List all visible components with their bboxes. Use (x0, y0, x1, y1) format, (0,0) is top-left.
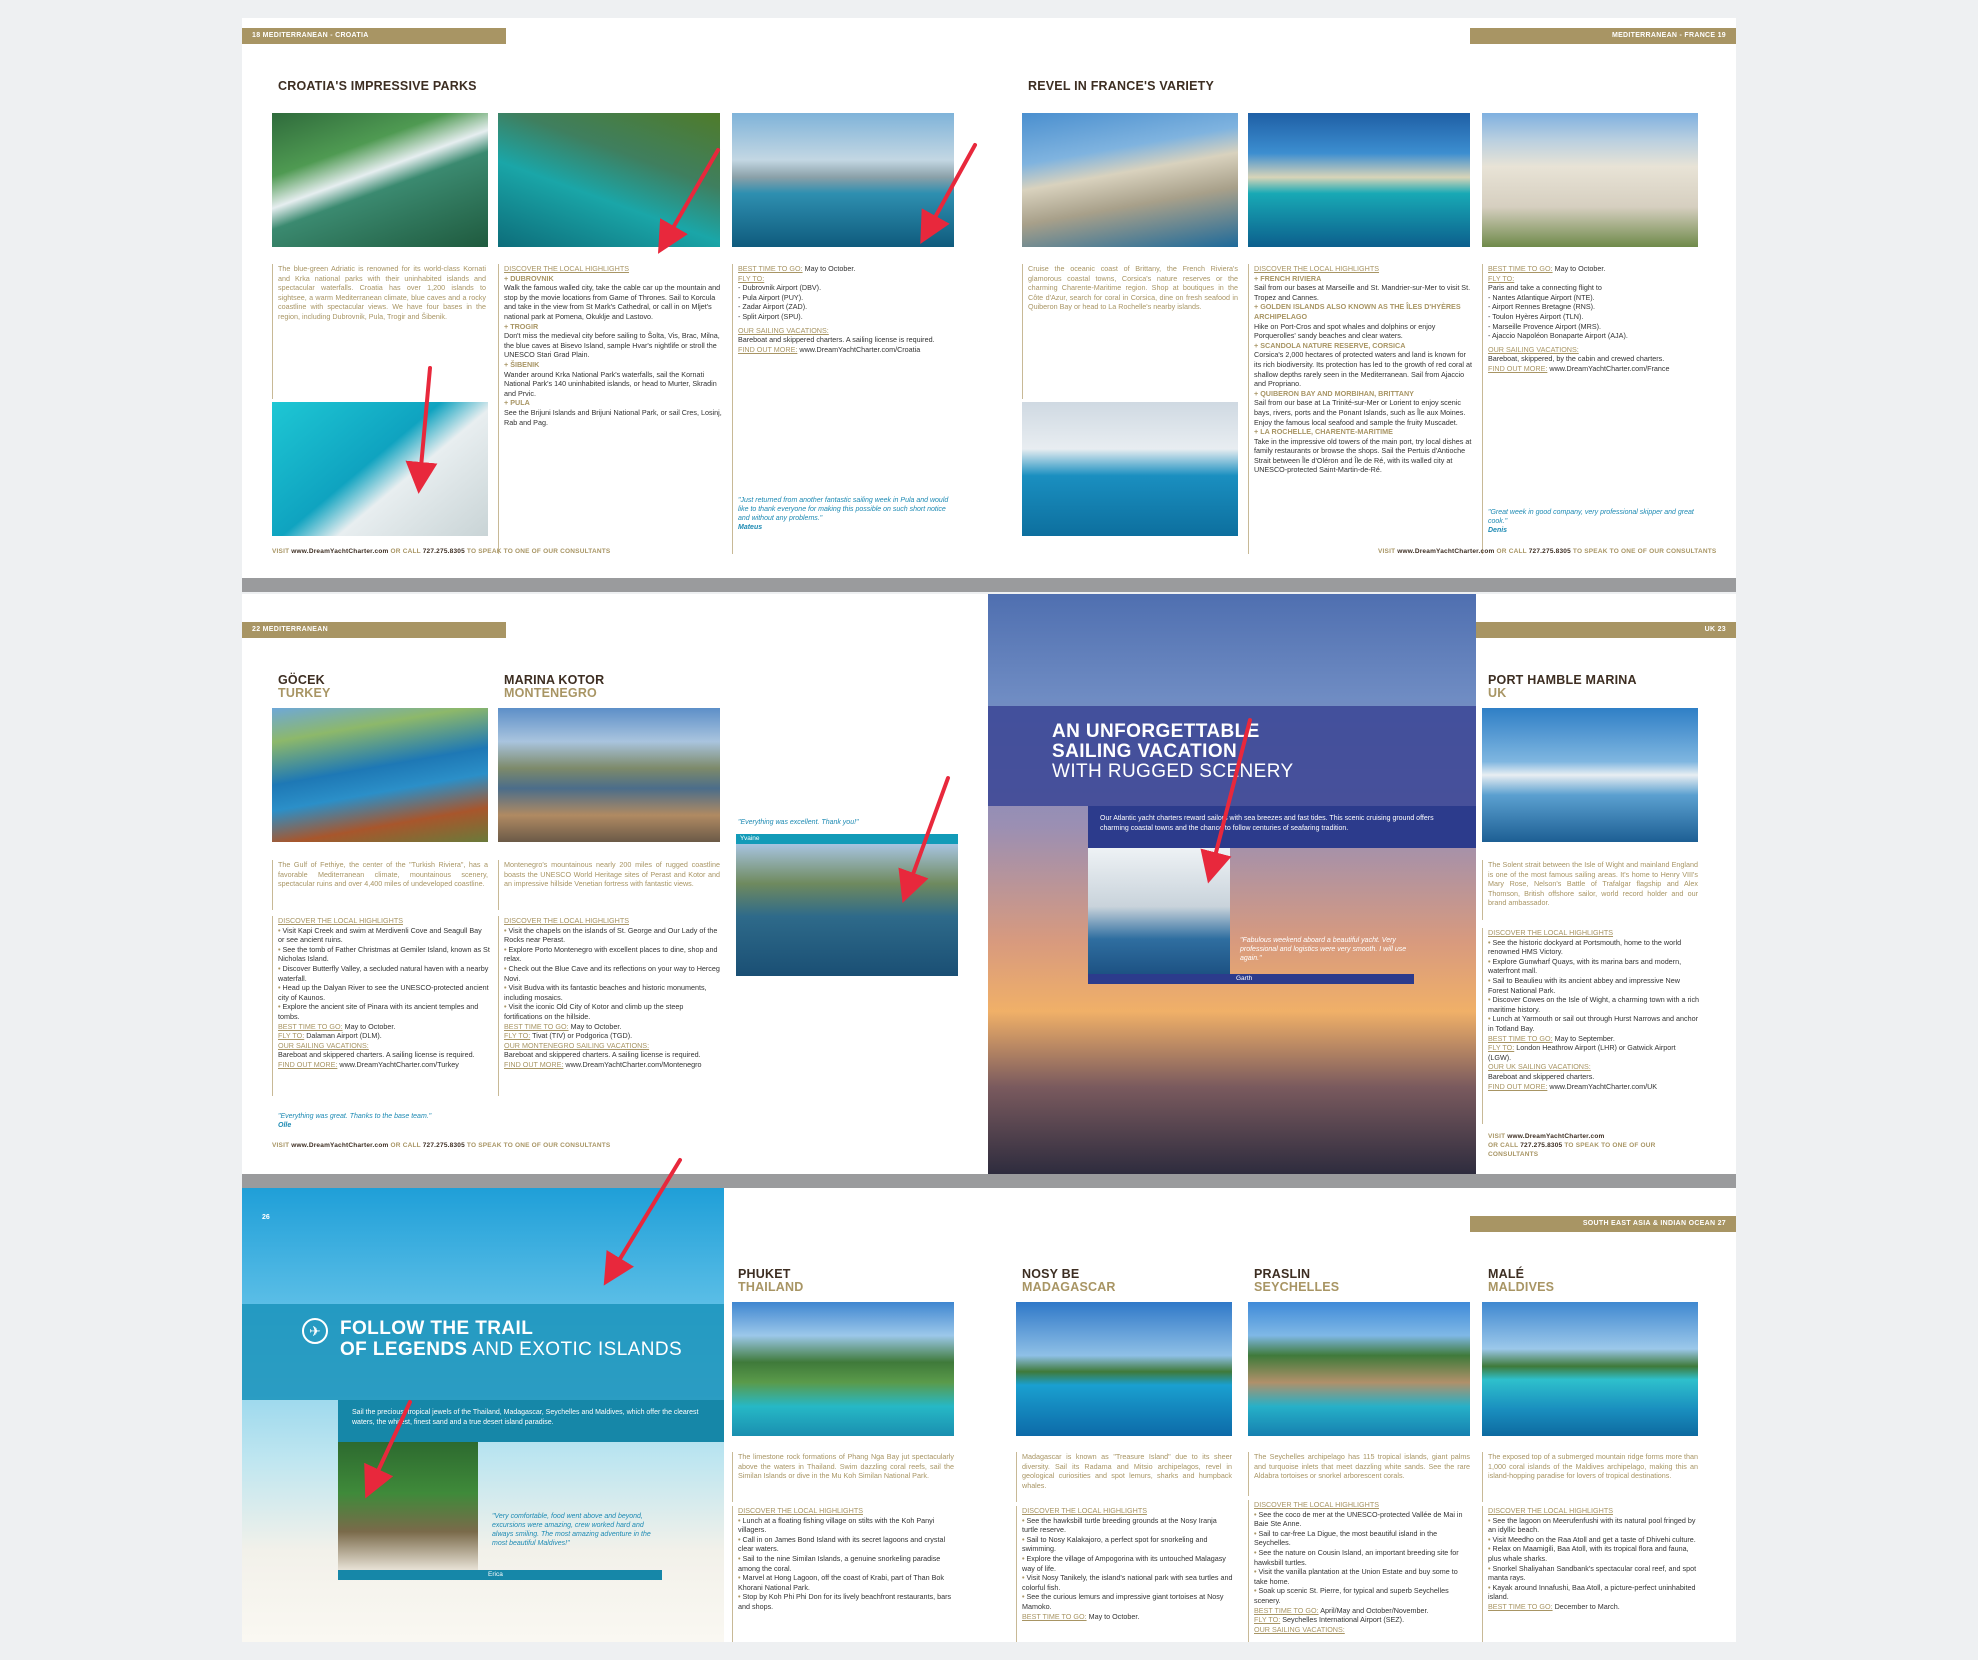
turtle-logo-icon: ✈ (302, 1318, 328, 1344)
airport-item: - Nantes Atlantique Airport (NTE). (1488, 292, 1595, 302)
france-title: REVEL IN FRANCE'S VARIETY (1028, 79, 1215, 93)
highlight-sibenik: + ŠIBENIK Wander around Krka National Park's waterfalls, sail the Kornati National Park's 140 uninhabited islands, or head to Murter, Skradin and Prvic. (504, 359, 717, 398)
find-more-link[interactable]: www.DreamYachtCharter.com/UK (1549, 1081, 1658, 1091)
highlight-item: • Visit the vanilla plantation at the Union Estate and buy some to take home. (1254, 1567, 1458, 1586)
highlights-label: DISCOVER THE LOCAL HIGHLIGHTS (504, 264, 630, 273)
highlights-label: DISCOVER THE LOCAL HIGHLIGHTS (1488, 1506, 1614, 1515)
france-highlights (1248, 264, 1472, 554)
france-intro: Cruise the oceanic coast of Brittany, the French Riviera's glamorous coastal towns, Corsica's nature reserves or the charming Charente-Maritime region. Shop at boutiques in the Côte d'Azur, search for coral in Corsica, dine on fresh seafood in Quiberon Bay or head to La Rochelle's nearby islands. (1022, 264, 1238, 399)
spread-croatia-france (242, 18, 1736, 578)
phuket-title: PHUKET THAILAND (738, 1267, 804, 1294)
highlights-label: DISCOVER THE LOCAL HIGHLIGHTS (278, 916, 404, 925)
kotor-bay-photo (498, 708, 720, 842)
highlights-label: DISCOVER THE LOCAL HIGHLIGHTS (738, 1506, 864, 1515)
airport-item: - Marseille Provence Airport (MRS). (1488, 321, 1602, 331)
gocek-testimonial: "Everything was great. Thanks to the base team." Olle (278, 1113, 432, 1129)
highlight-item: • Discover Butterfly Valley, a secluded natural haven with a nearby waterfall. (278, 963, 489, 983)
page-header-right: MEDITERRANEAN - FRANCE 19 (1470, 28, 1736, 44)
highlight-item: • Soak up scenic St. Pierre, for typical and superb Seychelles scenery. (1254, 1586, 1449, 1605)
gocek-intro: The Gulf of Fethiye, the center of the "Turkish Riviera", has a favorable Mediterranean climate, mountainous scenery, spectacular ruins and over 4,400 miles of undeveloped coastline. (272, 860, 488, 910)
highlight-dubrovnik: + DUBROVNIK Walk the famous walled city, take the cable car up the mountain and stop by the movie locations from Game of Thrones. Sail to Korcula and take in the view from St Mark's Cathedral, or call in on Mljet's national park at Pomena, Okuklje and Lastovo. (504, 273, 721, 321)
find-more-label: FIND OUT MORE: (1488, 363, 1548, 373)
highlights-label: DISCOVER THE LOCAL HIGHLIGHTS (1488, 928, 1614, 937)
highlight-item: • See the curious lemurs and impressive giant tortoises at Nosy Mamoko. (1022, 1592, 1224, 1611)
footer-contact-left: VISIT www.DreamYachtCharter.com OR CALL 727.275.8305 TO SPEAK TO ONE OF OUR CONSULTANTS (272, 1142, 611, 1149)
page-header-right: SOUTH EAST ASIA & INDIAN OCEAN 27 (1470, 1216, 1736, 1232)
highlight-item: • See the tomb of Father Christmas at Gemiler Island, known as St Nicholas Island. (278, 944, 490, 964)
highlights-label: DISCOVER THE LOCAL HIGHLIGHTS (1022, 1506, 1148, 1515)
woman-on-deck-photo (272, 402, 488, 536)
highlight-pula: + PULA See the Brijuni Islands and Brijuni National Park, or sail Cres, Losinj, Rab and Pag. (504, 398, 722, 427)
male-intro: The exposed top of a submerged mountain ridge forms more than 1,000 coral islands of the Maldives archipelago, making this an island-hopping paradise for lovers of tropical destinations. (1482, 1452, 1698, 1502)
kotor-intro: Montenegro's mountainous nearly 200 miles of rugged coastline boasts the UNESCO World Heritage sites of Perast and Kotor and an impressive hillside Venetian fortress with fantastic views. (498, 860, 720, 910)
hamble-details: DISCOVER THE LOCAL HIGHLIGHTS • See the historic dockyard at Portsmouth, home to the world renowned HMS Victory. • Explore Gunwharf Quays, with its marina bars and modern, waterfront mall. • Sail to Beaulieu with its ancient abbey and impressive New Forest National Park. • Discover Cowes on the Isle of Wight, a charming town with a rich maritime history. • Lunch at Yarmouth or sail out through Hurst Narrows and anchor in Totland Bay. BEST TIME TO GO: May to September. FLY TO: London Heathrow Airport (LHR) or Gatwick Airport (LGW). OUR UK SAILING VACATIONS: Bareboat and skippered charters. FIND OUT MORE: www.DreamYachtCharter.com/UK (1482, 928, 1700, 1124)
maldives-island-photo (1482, 1302, 1698, 1436)
spread-asia-indian-ocean (242, 1188, 1736, 1642)
highlight-item: • Lunch at Yarmouth or sail out through Hurst Narrows and anchor in Totland Bay. (1488, 1014, 1699, 1033)
kotor-testimonial: "Everything was excellent. Thank you!" (738, 819, 859, 826)
highlight-item: • Head up the Dalyan River to see the UNESCO-protected ancient city of Kaunos. (278, 983, 489, 1002)
nosybe-intro: Madagascar is known as "Treasure Island" due to its sheer diversity. Sail its Radama and Mitsio archipelagos, revel in geological curiosities and spot lemurs, sharks and humpback whales. (1016, 1452, 1232, 1502)
highlight-item: • Visit Meedho on the Raa Atoll and get a taste of Dhivehi culture. (1488, 1534, 1696, 1544)
highlight-trogir: + TROGIR Don't miss the medieval city before sailing to Šolta, Vis, Brac, Milna, the blue caves at Bisevo Island, sample Hvar's nightlife or stroll the UNESCO Stari Grad Plain. (504, 321, 720, 360)
catamaran-sailing-photo (736, 844, 958, 976)
bay-cove-photo (498, 113, 720, 247)
sailing-value: Bareboat and skippered charters. A sailing license is required. (738, 335, 935, 345)
airport-item: - Zadar Airport (ZAD). (738, 302, 808, 312)
gocek-details: DISCOVER THE LOCAL HIGHLIGHTS • Visit Kapi Creek and swim at Merdivenli Cove and Seagull Bay or see ancient ruins. • See the tomb of Father Christmas at Gemiler Island, known as St Nicholas Island. • Discover Butterfly Valley, a secluded natural haven with a nearby waterfall. • Head up the Dalyan River to see the UNESCO-protected ancient city of Kaunos. • Explore the ancient site of Pinara with its ancient temples and tombs. BEST TIME TO GO: May to October. FLY TO: Dalaman Airport (DLM). OUR SAILING VACATIONS: Bareboat and skippered charters. A sailing license is required. FIND OUT MORE: www.DreamYachtCharter.com/Turkey (272, 916, 490, 1096)
village-house-photo (1482, 113, 1698, 247)
airport-item: - Pula Airport (PUY). (738, 292, 804, 302)
france-testimonial: "Great week in good company, very professional skipper and great cook." Denis (1488, 509, 1694, 534)
phuket-details (732, 1506, 956, 1642)
highlight-item: • See the hawksbill turtle breeding grounds at the Nosy Iranja turtle reserve. (1022, 1515, 1217, 1535)
highlight-item: • Sail to car-free La Digue, the most beautiful island in the Seychelles. (1254, 1528, 1438, 1548)
highlight-item: • Sail to Nosy Kalakajoro, a perfect spot for snorkeling and swimming. (1022, 1534, 1208, 1554)
praslin-intro: The Seychelles archipelago has 115 tropical islands, giant palms and turquoise inlets that meet dazzling white sands. See the rare Aldabra tortoises or snorkel arborescent corals. (1248, 1452, 1470, 1496)
highlight-item: • See the nature on Cousin Island, an important breeding site for hawksbill turtles. (1254, 1547, 1459, 1567)
palm-tree-person-photo (338, 1442, 478, 1570)
highlights-label: DISCOVER THE LOCAL HIGHLIGHTS (1254, 264, 1380, 273)
banner-title: AN UNFORGETTABLE SAILING VACATION WITH RUGGED SCENERY (1052, 721, 1294, 782)
footer-contact-left: VISIT www.DreamYachtCharter.com OR CALL 727.275.8305 TO SPEAK TO ONE OF OUR CONSULTANTS (272, 548, 611, 555)
footer-contact-right: VISIT www.DreamYachtCharter.com OR CALL 727.275.8305 TO SPEAK TO ONE OF OUR CONSULTANTS (1488, 1133, 1656, 1158)
spread-med-uk (242, 594, 1736, 1174)
fly-to-label: FLY TO: (1488, 273, 1515, 283)
highlight-item: • Stop by Koh Phi Phi Don for its lively beachfront restaurants, bars and shops. (738, 1592, 952, 1611)
highlight-item: • Explore the ancient site of Pinara with its ancient temples and tombs. (278, 1002, 479, 1021)
find-more-link[interactable]: www.DreamYachtCharter.com/Montenegro (565, 1059, 702, 1069)
highlight-item: • Call in on James Bond Island with its secret lagoons and crystal clear waters. (738, 1534, 946, 1554)
swan-float-photo (1022, 402, 1238, 536)
spread-divider (242, 1174, 1736, 1188)
highlights-label: DISCOVER THE LOCAL HIGHLIGHTS (1254, 1500, 1380, 1509)
banner-text-box: Sail the precious, tropical jewels of the Thailand, Madagascar, Seychelles and Maldives, which offer the clearest waters, the whitest, finest sand and a true desert island paradise. (338, 1400, 724, 1442)
island-beach-photo (1248, 113, 1470, 247)
hamble-title: PORT HAMBLE MARINA UK (1488, 673, 1637, 700)
best-time-label: BEST TIME TO GO: (738, 264, 803, 273)
sailing-label: OUR SAILING VACATIONS: (1488, 344, 1579, 354)
footer-contact-right: VISIT www.DreamYachtCharter.com OR CALL 727.275.8305 TO SPEAK TO ONE OF OUR CONSULTANTS (1378, 548, 1717, 555)
highlight-item: • Visit Budva with its fantastic beaches and historic monuments, including mosaics. (504, 983, 707, 1002)
best-time-value: May to October. (1554, 264, 1606, 273)
highlights-label: DISCOVER THE LOCAL HIGHLIGHTS (504, 916, 630, 925)
find-more-label: FIND OUT MORE: (738, 344, 798, 354)
highlight-item: • Kayak around Innafushi, Baa Atoll, a picture-perfect uninhabited island. (1488, 1582, 1696, 1602)
highlight-item: • Snorkel Shaliyahan Sandbank's spectacular coral reef, and spot manta rays. (1488, 1563, 1697, 1583)
male-title: MALÉ MALDIVES (1488, 1267, 1555, 1294)
airport-item: - Dubrovnik Airport (DBV). (738, 283, 822, 293)
highlight-item: • Check out the Blue Cave and its reflections on your way to Herceg Novi. (504, 963, 720, 983)
page-header-left: 22 MEDITERRANEAN (242, 622, 506, 638)
highlight-item: + SCANDOLA NATURE RESERVE, CORSICA Corsica's 2,000 hectares of protected waters and land is known for its rich biodiversity. Its protection has led to the growth of red coral at shallow depths rarely seen in the Mediterranean. Sail from Ajaccio and Propriano. (1254, 340, 1472, 389)
highlight-item: • Visit the iconic Old City of Kotor and climb up the steep fortifications on the hillside. (504, 1002, 684, 1021)
highlight-item: • Discover Cowes on the Isle of Wight, a charming town with a rich maritime history. (1488, 995, 1700, 1014)
krka-waterfall-photo (272, 113, 488, 247)
sailor-rigging-photo (1088, 848, 1230, 978)
highlight-item: • Visit Nosy Tanikely, the island's national park with sea turtles and colorful fish. (1022, 1573, 1233, 1592)
highlight-item: • Explore the village of Ampogorina with its untouched Malagasy way of life. (1022, 1553, 1226, 1573)
banner-quote-author-bar: Erica (338, 1570, 662, 1580)
banner-quote-author-bar: Garth (1088, 974, 1414, 984)
banner-testimonial: "Fabulous weekend aboard a beautiful yacht. Very professional and logistics were very smooth. I will use again." (1240, 937, 1407, 962)
airport-item: - Airport Rennes Bretagne (RNS). (1488, 302, 1596, 312)
nosybe-title: NOSY BE MADAGASCAR (1022, 1267, 1116, 1294)
praslin-details: DISCOVER THE LOCAL HIGHLIGHTS • See the coco de mer at the UNESCO-protected Vallée de Mai in Baie Ste Anne. • Sail to car-free La Digue, the most beautiful island in the Seychelles. • See the nature on Cousin Island, an important breeding site for hawksbill turtles. • Visit the vanilla plantation at the Union Estate and buy some to take home. • Soak up scenic St. Pierre, for typical and superb Seychelles scenery. BEST TIME TO GO: April/May and October/November. FLY TO: Seychelles International Airport (SEZ). OUR SAILING VACATIONS: (1248, 1500, 1472, 1642)
gocek-bay-photo (272, 708, 488, 842)
highlight-item: • See the lagoon on Meerufenfushi with its natural pool fringed by an idyllic beach. (1488, 1515, 1696, 1535)
kotor-details: DISCOVER THE LOCAL HIGHLIGHTS • Visit the chapels on the islands of St. George and Our Lady of the Rocks near Perast. • Explore Porto Montenegro with excellent places to dine, shop and relax. • Check out the Blue Cave and its reflections on your way to Herceg Novi. • Visit Budva with its fantastic beaches and historic monuments, including mosaics. • Visit the iconic Old City of Kotor and climb up the steep fortifications on the hillside. BEST TIME TO GO: May to October. FLY TO: Tivat (TIV) or Podgorica (TGD). OUR MONTENEGRO SAILING VACATIONS: Bareboat and skippered charters. A sailing license is required. FIND OUT MORE: www.DreamYachtCharter.com/Montenegro (498, 916, 722, 1096)
catamaran-harbor-photo (732, 113, 954, 247)
croatia-intro: The blue-green Adriatic is renowned for its world-class Kornati and Krka national parks with their uninhabited islands and spectacular waterfalls. Croatia has over 1,200 islands to sightsee, a warm Mediterranean climate, blue caves and a rocky coastline with spectacular views. We have four bases in the region, including Dubrovnik, Pula, Trogir and Šibenik. (272, 264, 486, 399)
sailing-value: Bareboat, skippered, by the cabin and crewed charters. (1488, 354, 1665, 364)
croatia-highlights (498, 264, 722, 554)
praslin-title: PRASLIN SEYCHELLES (1254, 1267, 1340, 1294)
gocek-title: GÖCEK TURKEY (278, 673, 331, 700)
highlight-item: • Visit Kapi Creek and swim at Merdivenli Cove and Seagull Bay or see ancient ruins. (278, 925, 482, 945)
highlight-item: • Lunch at a floating fishing village on stilts with the Koh Panyi villagers. (738, 1515, 935, 1535)
fly-to-label: FLY TO: (738, 273, 765, 283)
highlight-item: • Sail to Beaulieu with its ancient abbey and impressive New Forest National Park. (1488, 975, 1680, 995)
sailing-label: OUR SAILING VACATIONS: (738, 325, 829, 335)
spread-divider (242, 578, 1736, 592)
airport-item: - Toulon Hyères Airport (TLN). (1488, 311, 1584, 321)
praslin-rocks-photo (1248, 1302, 1470, 1436)
highlight-item: • See the coco de mer at the UNESCO-protected Vallée de Mai in Baie Ste Anne. (1254, 1509, 1463, 1529)
banner-testimonial: "Very comfortable, food went above and beyond, excursions were amazing, crew worked hard and always smiling. The most amazing adventure in the most beautiful Maldives!" (492, 1513, 651, 1547)
page-header-right: UK 23 (1470, 622, 1736, 638)
page-number-left: 26 (262, 1214, 270, 1221)
find-more-link[interactable]: www.DreamYachtCharter.com/Turkey (339, 1059, 459, 1069)
best-time-label: BEST TIME TO GO: (1488, 264, 1553, 273)
kotor-title: MARINA KOTOR MONTENEGRO (504, 673, 605, 700)
kotor-quote-author-bar: Yvaine (736, 834, 958, 844)
banner-title: FOLLOW THE TRAIL OF LEGENDS AND EXOTIC ISLANDS (340, 1318, 683, 1360)
find-more-link[interactable]: www.DreamYachtCharter.com/France (1549, 363, 1670, 373)
airport-item: - Split Airport (SPU). (738, 311, 803, 321)
banner-text-box: Our Atlantic yacht charters reward sailors with sea breezes and fast tides. This scenic cruising ground offers charming coastal towns and the chance to follow centuries of seafaring tradition. (1088, 806, 1476, 848)
phuket-intro: The limestone rock formations of Phang Nga Bay jut spectacularly above the waters in Thailand. Swim dazzling coral reefs, sail the Similan Islands or dive in the Mu Koh Similan National Park. (732, 1452, 954, 1502)
male-details: DISCOVER THE LOCAL HIGHLIGHTS • See the lagoon on Meerufenfushi with its natural pool fringed by an idyllic beach. • Visit Meedho on the Raa Atoll and get a taste of Dhivehi culture. • Relax on Maamigili, Baa Atoll, with its tropical flora and fauna, plus whale sharks. • Snorkel Shaliyahan Sandbank's spectacular coral reef, and spot manta rays. • Kayak around Innafushi, Baa Atoll, a picture-perfect uninhabited island. BEST TIME TO GO: December to March. (1482, 1506, 1700, 1642)
highlight-item: + FRENCH RIVIERA Sail from our bases at Marseille and St. Mandrier-sur-Mer to visit St. Tropez and Cannes. (1254, 273, 1471, 302)
croatia-testimonial: "Just returned from another fantastic sailing week in Pula and would like to thank everyone for making this possible on such short notice and without any problems." Mateus (738, 497, 949, 531)
highlight-item: • Relax on Maamigili, Baa Atoll, with its tropical flora and fauna, plus whale sharks. (1488, 1544, 1689, 1563)
highlight-item: + LA ROCHELLE, CHARENTE-MARITIME Take in the impressive old towers of the main port, try local dishes at family restaurants or browse the shops. Sail the Pertuis d'Antioche Strait between Île d'Oléron and Île de Ré, with its walled city at UNESCO-protected Saint-Martin-de-Ré. (1254, 427, 1472, 475)
highlight-item: • Sail to the nine Similan Islands, a genuine snorkeling paradise among the coral. (738, 1553, 941, 1573)
highlight-item: • Marvel at Hong Lagoon, off the coast of Krabi, part of Than Bok Khorani National Park. (738, 1573, 945, 1592)
highlight-item: • Visit the chapels on the islands of St. George and Our Lady of the Rocks near Perast. (504, 925, 718, 945)
phuket-islands-photo (732, 1302, 954, 1436)
highlight-item: • Explore Porto Montenegro with excellent places to dine, shop and relax. (504, 944, 718, 964)
brittany-coast-photo (1022, 113, 1238, 247)
highlight-item: • See the historic dockyard at Portsmouth, home to the world renowned HMS Victory. (1488, 937, 1682, 957)
hamble-marina-photo (1482, 708, 1698, 842)
nosybe-island-photo (1016, 1302, 1232, 1436)
highlight-item: + QUIBERON BAY AND MORBIHAN, BRITTANY Sail from our base at La Trinité-sur-Mer or Lorient to enjoy scenic bays, rivers, ports and the Ponant Islands, such as Île aux Moines. Enjoy the famous local seafood and sample the fruity Muscadet. (1254, 388, 1466, 427)
hamble-intro: The Solent strait between the Isle of Wight and mainland England is one of the most famous sailing areas. It's home to Henry VIII's Mary Rose, Nelson's Battle of Trafalgar flagship and Alex Thomson, British offshore sailor, world record holder and our brand ambassador. (1482, 860, 1698, 920)
nosybe-details: DISCOVER THE LOCAL HIGHLIGHTS • See the hawksbill turtle breeding grounds at the Nosy Iranja turtle reserve. • Sail to Nosy Kalakajoro, a perfect spot for snorkeling and swimming. • Explore the village of Ampogorina with its untouched Malagasy way of life. • Visit Nosy Tanikely, the island's national park with sea turtles and colorful fish. • See the curious lemurs and impressive giant tortoises at Nosy Mamoko. BEST TIME TO GO: May to October. (1016, 1506, 1234, 1642)
highlight-item: + GOLDEN ISLANDS ALSO KNOWN AS THE ÎLES D'HYÈRES ARCHIPELAGO Hike on Port-Cros and spot whales and dolphins or enjoy Porquerolles' sandy beaches and clear waters. (1254, 302, 1461, 341)
find-more-link[interactable]: www.DreamYachtCharter.com/Croatia (799, 344, 921, 354)
page-header-left: 18 MEDITERRANEAN - CROATIA (242, 28, 506, 44)
airport-item: - Ajaccio Napoléon Bonaparte Airport (AJA). (1488, 331, 1628, 341)
highlight-item: • Explore Gunwharf Quays, with its marina bars and modern, waterfront mall. (1488, 956, 1682, 976)
best-time-value: May to October. (804, 264, 856, 273)
croatia-title: CROATIA'S IMPRESSIVE PARKS (278, 79, 477, 93)
fly-intro: Paris and take a connecting flight to (1488, 283, 1602, 293)
